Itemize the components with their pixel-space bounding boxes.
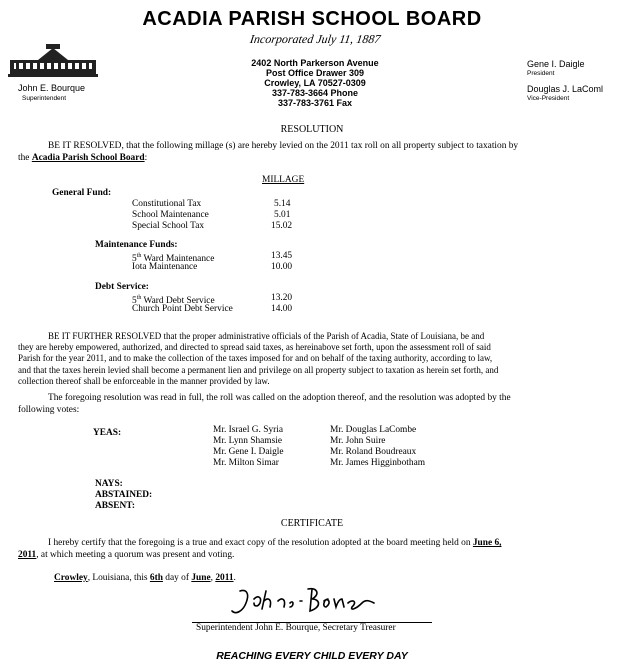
millage-item-value: 14.00 [271,304,293,314]
nays-label: NAYS: [95,479,123,489]
millage-item-value: 5.01 [274,210,291,220]
millage-item-value: 13.45 [271,251,293,261]
vice-president-title: Vice-President [527,95,570,102]
voter-name: Mr. Lynn Shamsie [213,436,283,446]
ordinal-suffix: th [136,295,142,301]
millage-item-value: 15.02 [271,221,293,231]
group-label-general-fund: General Fund: [52,188,112,198]
voter-name: Mr. Roland Boudreaux [330,447,417,457]
intro-line-2 [18,153,618,165]
voter-name: Mr. James Higginbotham [330,458,426,468]
millage-item-value: 5.14 [274,199,291,209]
voter-name: Mr. John Suire [330,436,386,446]
certificate-line-1 [18,538,624,550]
president-title: President [527,70,555,77]
resolution-intro [18,141,618,164]
abstained-label: ABSTAINED: [95,490,153,500]
certificate-line-2 [18,550,624,562]
footer-motto: REACHING EVERY CHILD EVERY DAY [216,650,408,662]
paragraph-line: they are hereby empowered, authorized, and directed to spread said taxes, as hereinabove set forth, upon the assessment roll of said [18,342,491,353]
vote-intro-line: The foregoing resolution was read in full, the roll was called on the adoption thereof, and the resolution was adopted by the [48,393,511,403]
period: . [233,573,236,583]
further-resolved-paragraph [18,331,624,387]
yeas-label: YEAS: [93,428,122,438]
group-label-debt-service: Debt Service: [95,282,149,292]
voter-name: Mr. Gene I. Daigle [213,447,284,457]
other-votes [95,479,152,512]
school-building-logo [8,40,98,80]
phone-line: 337-783-3664 Phone [271,88,359,98]
millage-item-name: Church Point Debt Service [132,304,233,314]
month-value: June [191,573,211,583]
separator: , [210,573,216,583]
paragraph-line: and that the taxes herein levied shall become a permanent lien and privilege on all property subject to taxation as herein set forth, and [18,364,499,375]
vice-president-name: Douglas J. LaComl [527,84,604,94]
certificate-text [18,538,624,561]
address-line: Post Office Drawer 309 [265,68,365,78]
yeas-column-2 [330,425,425,469]
place-name: Crowley [54,573,88,583]
incorporated-script: Incorporated July 11, 1887 [249,32,382,46]
address-line: Crowley, LA 70527-0309 [264,78,366,88]
voter-name: Mr. Milton Simar [213,458,279,468]
superintendent-title: Superintendent [22,95,67,102]
president-name: Gene I. Daigle [527,59,585,69]
paragraph-line: Parish for the year 2011, and to make the collection of the taxes imposed for and on behalf of the taxing authority, according to law, [18,353,493,364]
voter-name: Mr. Douglas LaCombe [330,425,417,435]
yeas-column-1 [213,425,284,469]
item-text: Ward Maintenance [141,254,215,265]
fax-line: 337-783-3761 Fax [277,98,353,108]
meeting-date: June 6, [472,538,502,548]
place-text: , Louisiana, this [87,573,150,583]
address-line: 2402 North Parkerson Avenue [251,58,379,68]
millage-item-value: 13.20 [271,293,293,303]
certificate-text-part: , at which meeting a quorum was present and voting. [36,549,235,560]
vote-intro-line: following votes: [18,404,80,415]
signer-caption: Superintendent John E. Bourque, Secretary Treasurer [196,623,396,633]
handwritten-signature [228,585,378,621]
ordinal-number: 5 [132,254,137,265]
ordinal-number: 5 [132,296,137,307]
vote-intro [18,393,624,416]
millage-item-name: Iota Maintenance [132,262,198,272]
voter-name: Mr. Israel G. Syria [213,425,284,435]
meeting-year: 2011 [18,549,37,560]
ordinal-suffix: th [136,253,142,259]
address-block [225,58,405,108]
place-date-line [54,573,236,585]
board-name-underlined: Acadia Parish School Board [31,152,145,163]
board-title: ACADIA PARISH SCHOOL BOARD [142,8,482,30]
superintendent-name: John E. Bourque [18,83,86,93]
millage-header: MILLAGE [262,175,305,185]
year-value: 2011 [215,573,234,583]
intro-colon: : [144,152,148,163]
resolution-heading: RESOLUTION [280,124,344,135]
certificate-text-part: I hereby certify that the foregoing is a true and exact copy of the resolution adopted at the board meeting held on [48,538,473,548]
millage-item-value: 10.00 [271,262,293,272]
intro-line: BE IT RESOLVED, that the following millage (s) are hereby levied on the 2011 tax roll on all property subject to taxation by [48,141,519,151]
millage-item-name: Special School Tax [132,221,205,231]
millage-item-name: School Maintenance [132,210,209,220]
item-text: Ward Debt Service [141,296,215,307]
absent-label: ABSENT: [95,501,135,511]
paragraph-line: collection thereof shall be enforceable in the manner provided by law. [18,375,270,386]
day-value: 6th [149,573,163,583]
paragraph-line: BE IT FURTHER RESOLVED that the proper administrative officials of the Parish of Acadia, State of Louisiana, be and [48,331,485,341]
certificate-heading: CERTIFICATE [280,518,344,529]
group-label-maintenance-funds: Maintenance Funds: [95,240,178,250]
day-text: day of [162,573,192,583]
millage-item-name: Constitutional Tax [132,199,202,209]
intro-text: the [18,152,32,163]
